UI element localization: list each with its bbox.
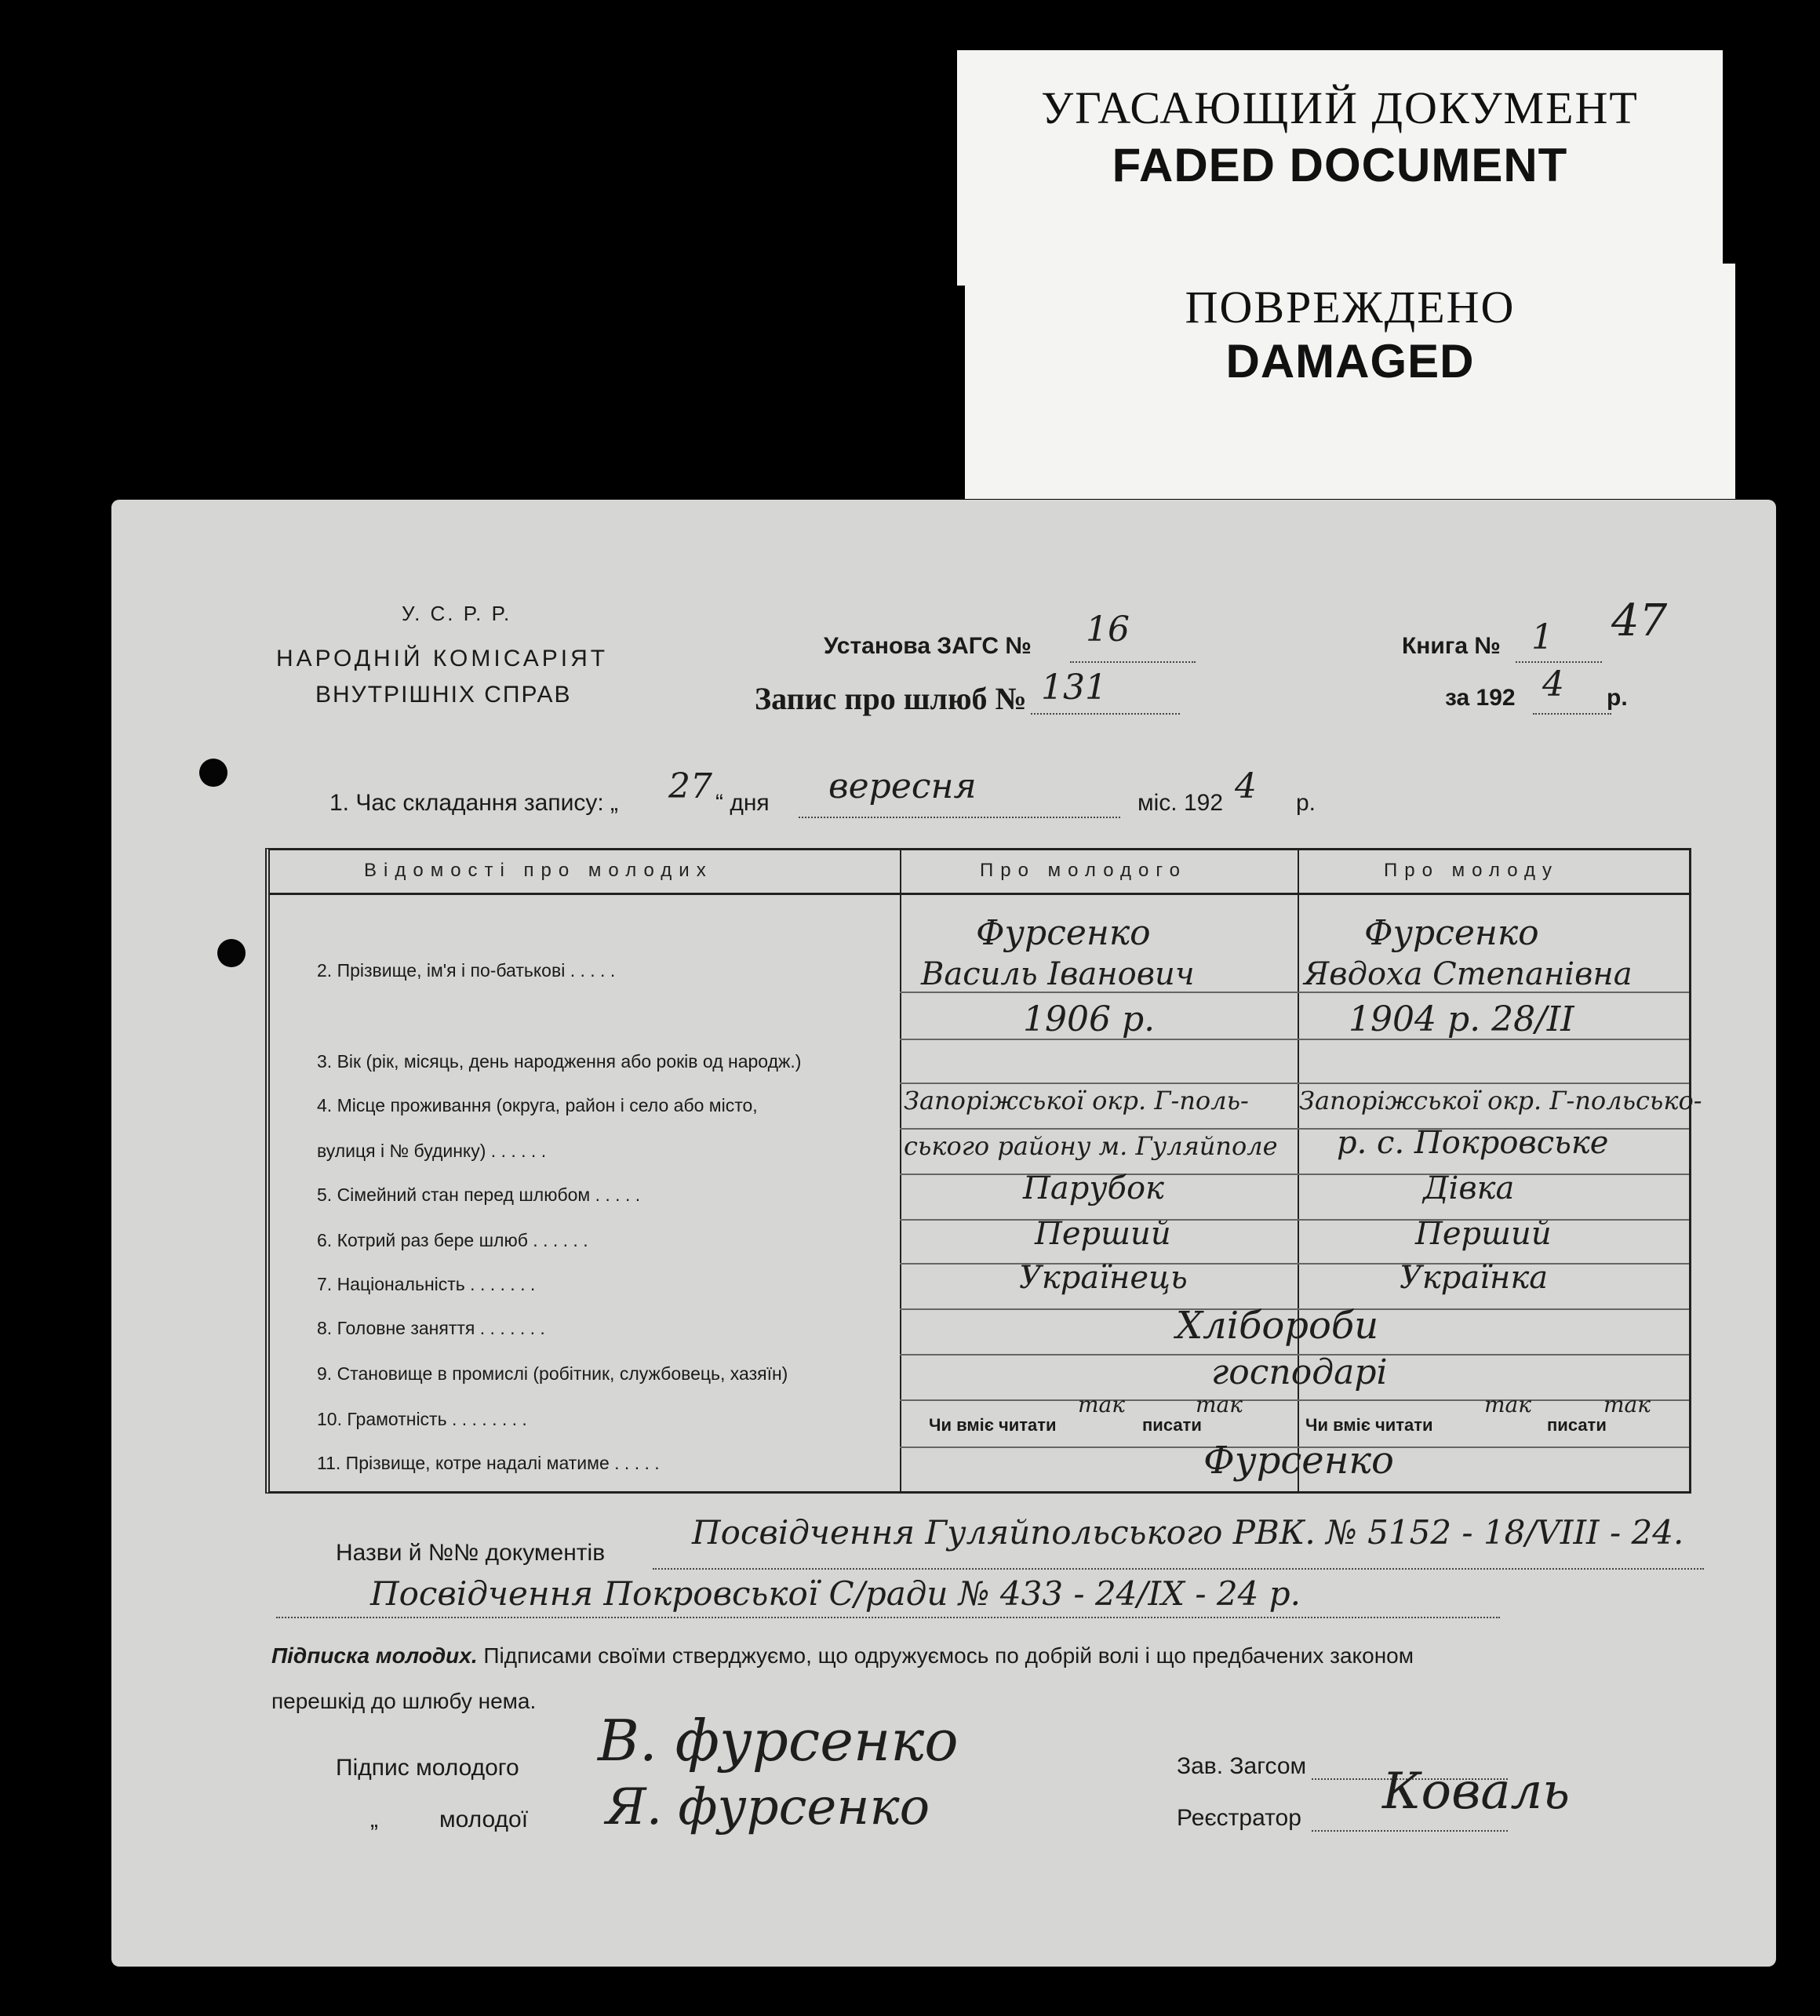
damaged-document-label (965, 264, 1735, 499)
record-year-suffix: р. (1296, 790, 1316, 816)
marriage-record-form (111, 500, 1776, 1967)
column-header-bride: Про молоду (1384, 860, 1560, 881)
year-line (1533, 713, 1611, 715)
record-year-digit: 4 (1235, 766, 1257, 806)
table-rule (900, 1263, 1689, 1265)
table-rule (900, 1174, 1689, 1175)
ministry-line1: НАРОДНІЙ КОМІСАРІЯТ (276, 646, 609, 671)
groom-residence-1: Запоріжської окр. Г-поль- (904, 1086, 1249, 1115)
documents-line-2-text: Посвідчення Покровської С/ради № 433 - 24/IX - 24 р. (370, 1574, 1301, 1613)
punch-hole-bottom (217, 939, 246, 967)
position-value: господарі (1211, 1352, 1388, 1392)
book-extra-number: 47 (1611, 595, 1668, 646)
office-number-line (1070, 661, 1196, 663)
record-month-suffix: міс. 192 (1138, 790, 1224, 816)
bride-age: 1904 р. 28/II (1349, 999, 1574, 1039)
record-number: 131 (1041, 668, 1107, 708)
row-label-age: 3. Вік (рік, місяць, день народження або років од народж.) (317, 1051, 802, 1072)
record-number-line (1031, 713, 1180, 715)
newlyweds-table (265, 848, 1702, 1494)
table-rule (900, 1219, 1689, 1221)
table-rule (900, 1399, 1689, 1401)
documents-line-2 (276, 1617, 1500, 1618)
punch-hole-top (199, 759, 228, 787)
future-surname-value: Фурсенко (1203, 1439, 1394, 1483)
record-title: Запис про шлюб № (755, 681, 1027, 716)
record-day: 27 (668, 766, 712, 806)
table-rule (900, 1083, 1689, 1084)
record-day-suffix: “ дня (715, 790, 770, 816)
groom-signature: В. фурсенко (598, 1708, 959, 1774)
row-label-literacy: 10. Грамотність . . . . . . . . (317, 1409, 527, 1429)
groom-literacy-read-label: Чи вміє читати (929, 1415, 1057, 1435)
bride-literacy-read-label: Чи вміє читати (1305, 1415, 1433, 1435)
year-suffix: р. (1607, 685, 1628, 711)
faded-document-label (957, 50, 1723, 286)
declaration-text-2: перешкід до шлюбу нема. (271, 1689, 537, 1713)
table-divider-1 (900, 850, 901, 1491)
bride-signature: Я. фурсенко (606, 1778, 930, 1836)
bride-name: Явдоха Степанівна (1304, 956, 1633, 992)
row-label-name: 2. Прізвище, ім'я і по-батькові . . . . . (317, 960, 616, 981)
documents-line-1 (653, 1568, 1704, 1570)
groom-literacy-read: так (1078, 1392, 1125, 1417)
bride-literacy-write: так (1603, 1392, 1651, 1417)
groom-age: 1906 р. (1023, 999, 1156, 1039)
groom-nationality: Українець (1019, 1260, 1188, 1296)
table-divider-2 (1298, 850, 1299, 1491)
bride-residence-2: р. с. Покровське (1337, 1125, 1609, 1161)
groom-signature-label: Підпис молодого (336, 1755, 519, 1781)
declaration-title: Підписка молодих. (271, 1643, 478, 1668)
bride-times: Перший (1415, 1216, 1552, 1252)
bride-literacy-read: так (1484, 1392, 1531, 1417)
year-prefix: за 192 (1445, 685, 1516, 711)
bride-signature-label: молодої (439, 1807, 529, 1832)
record-month-line (799, 817, 1120, 818)
row-label-future-surname: 11. Прізвище, котре надалі матиме . . . . . (317, 1453, 660, 1473)
damaged-label-en: DAMAGED (1225, 335, 1475, 388)
office-number: 16 (1086, 610, 1130, 650)
documents-line-1-text: Посвідчення Гуляйпольського РВК. № 5152 - 18/VIII - 24. (692, 1513, 1684, 1552)
groom-times: Перший (1035, 1216, 1171, 1252)
row-label-times: 6. Котрий раз бере шлюб . . . . . . (317, 1230, 588, 1250)
documents-label: Назви й №№ документів (336, 1540, 606, 1566)
column-header-groom: Про молодого (980, 860, 1187, 881)
groom-status: Парубок (1023, 1170, 1164, 1206)
record-time-label: 1. Час складання запису: „ (329, 790, 619, 816)
row-label-nationality: 7. Національність . . . . . . . (317, 1274, 536, 1294)
ministry-line2: ВНУТРІШНІХ СПРАВ (315, 682, 572, 708)
occupation-value: Хлібороби (1176, 1304, 1379, 1348)
book-number-line (1516, 661, 1602, 663)
groom-literacy-write: так (1196, 1392, 1243, 1417)
bride-surname: Фурсенко (1364, 913, 1539, 953)
groom-residence-2: ського району м. Гуляйполе (904, 1131, 1278, 1161)
faded-label-ru: УГАСАЮЩИЙ ДОКУМЕНТ (1041, 82, 1639, 133)
book-number: 1 (1531, 617, 1553, 657)
declaration-text-1: Підписами своїми стверджуємо, що одружуємось по добрій волі і що предбачених законом (483, 1643, 1414, 1668)
groom-literacy-write-label: писати (1142, 1415, 1202, 1435)
registrar-line (1312, 1830, 1508, 1832)
bride-signature-prefix: „ (370, 1807, 378, 1832)
damaged-label-ru: ПОВРЕЖДЕНО (1185, 282, 1516, 333)
head-of-registry-label: Зав. Загсом (1177, 1753, 1307, 1779)
declaration-line-1 (271, 1643, 1414, 1668)
groom-name: Василь Іванович (921, 956, 1195, 992)
column-header-info: Відомості про молодих (364, 860, 713, 881)
row-label-status: 5. Сімейний стан перед шлюбом . . . . . (317, 1184, 641, 1205)
faded-label-en: FADED DOCUMENT (1112, 139, 1568, 191)
office-label: Установа ЗАГС № (824, 633, 1032, 659)
row-label-residence-street: вулиця і № будинку) . . . . . . (317, 1141, 547, 1161)
bride-residence-1: Запоріжської окр. Г-польсько- (1299, 1086, 1702, 1115)
state-abbrev: У. С. Р. Р. (402, 602, 512, 625)
row-label-position: 9. Становище в промислі (робітник, службовець, хазяїн) (317, 1363, 788, 1384)
bride-nationality: Українка (1400, 1260, 1549, 1296)
registrar-label: Реєстратор (1177, 1805, 1301, 1831)
year-digit: 4 (1542, 664, 1564, 704)
book-label: Книга № (1402, 633, 1501, 659)
bride-literacy-write-label: писати (1547, 1415, 1607, 1435)
bride-status: Дівка (1423, 1170, 1515, 1206)
registrar-signature: Коваль (1382, 1763, 1571, 1821)
groom-surname: Фурсенко (976, 913, 1151, 953)
row-label-residence: 4. Місце проживання (округа, район і село або місто, (317, 1095, 758, 1115)
row-label-occupation: 8. Головне заняття . . . . . . . (317, 1318, 545, 1338)
record-month: вересня (828, 766, 977, 806)
